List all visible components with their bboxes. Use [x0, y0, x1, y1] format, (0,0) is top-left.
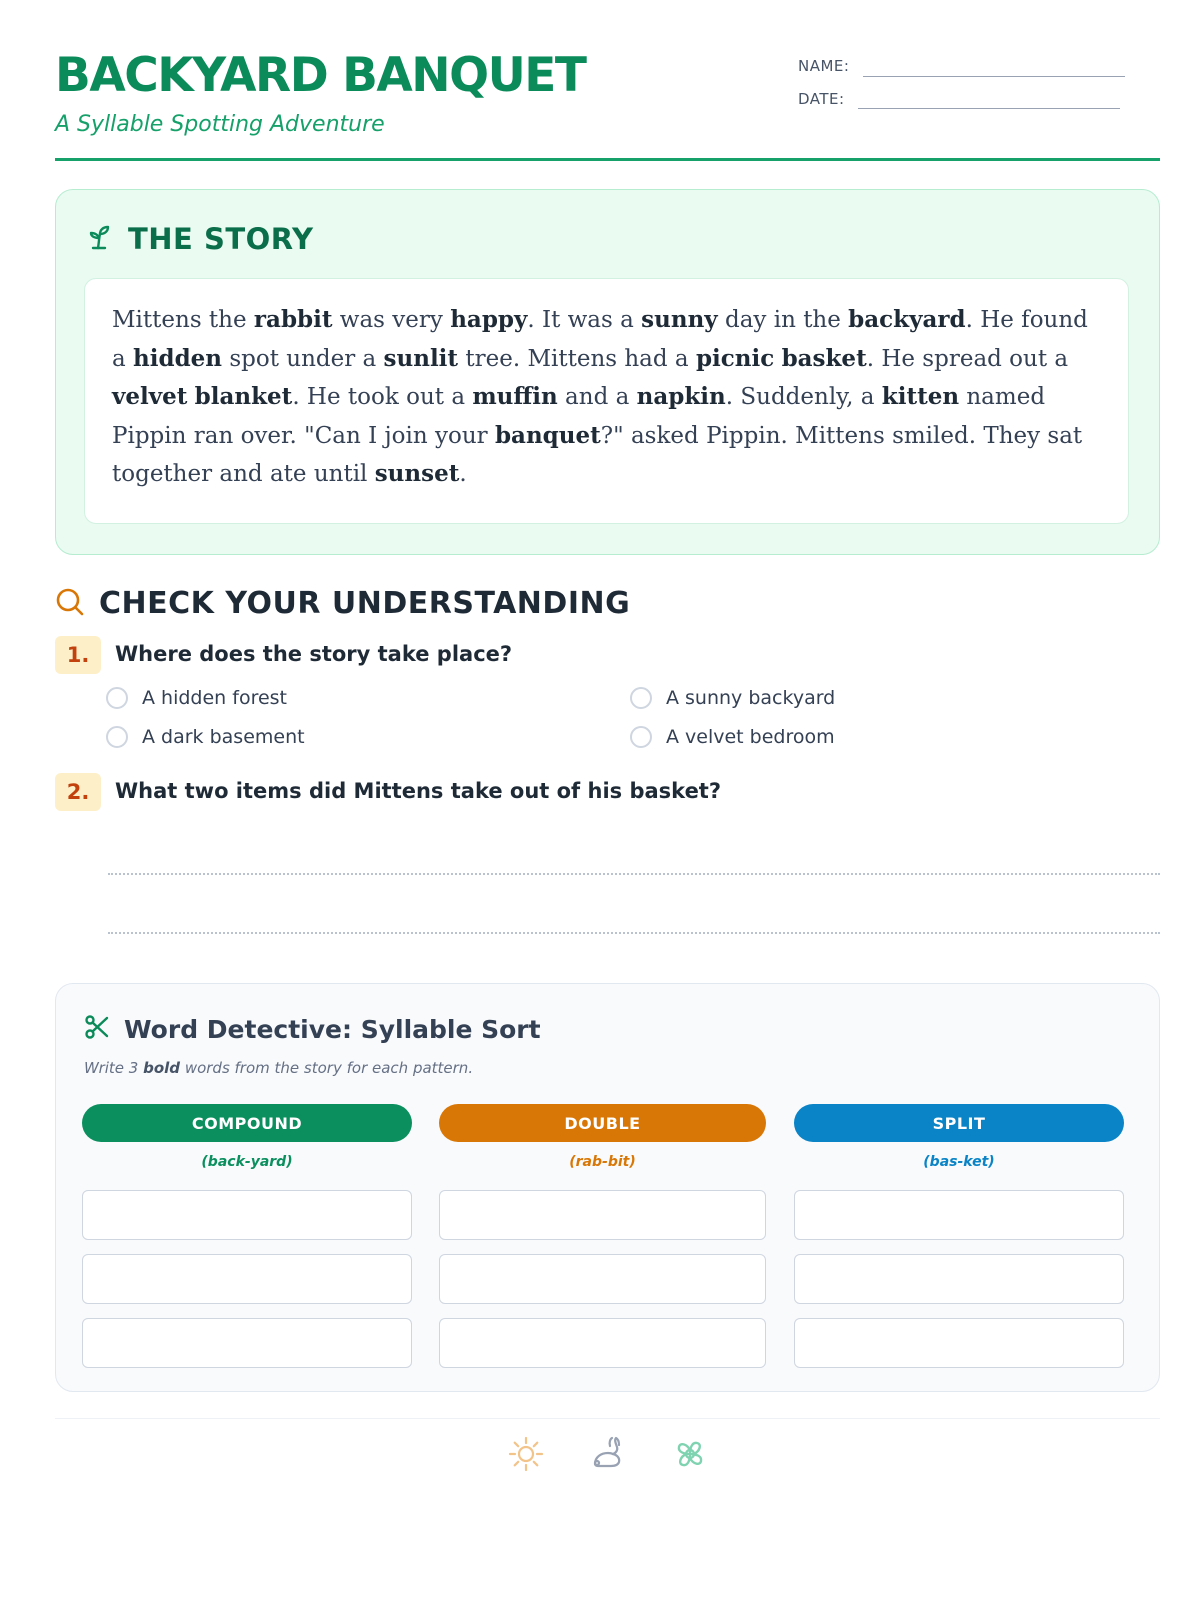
sun-icon [506, 1434, 546, 1478]
answer-line-2[interactable] [108, 932, 1160, 934]
search-icon [55, 587, 85, 621]
story-heading [86, 222, 314, 256]
word-detective-instruction: Write 3 bold words from the story for each pattern. [84, 1059, 474, 1077]
footer-divider [55, 1418, 1160, 1419]
radio-button[interactable] [106, 687, 128, 709]
column-split [794, 1104, 1124, 1368]
date-field-line[interactable] [858, 108, 1120, 109]
worksheet-title: BACKYARD BANQUET [55, 48, 586, 103]
footer-icons [55, 1434, 1160, 1478]
story-heading-label: THE STORY [128, 222, 314, 256]
answer-box[interactable] [439, 1254, 766, 1304]
flower-icon [670, 1434, 710, 1478]
split-pill: SPLIT [794, 1104, 1124, 1142]
q1-option-c[interactable] [106, 726, 305, 748]
sprout-icon [86, 223, 114, 255]
column-compound [82, 1104, 412, 1368]
name-label: NAME: [798, 57, 850, 75]
column-double [439, 1104, 766, 1368]
q1-option-b[interactable] [630, 687, 835, 709]
answer-box[interactable] [794, 1254, 1124, 1304]
header-divider [55, 158, 1160, 161]
word-detective-heading [84, 1014, 541, 1044]
question-1-number: 1. [55, 636, 101, 674]
check-heading [55, 586, 630, 621]
check-heading-label: CHECK YOUR UNDERSTANDING [99, 586, 631, 621]
radio-button[interactable] [106, 726, 128, 748]
compound-pill: COMPOUND [82, 1104, 412, 1142]
word-detective-title: Word Detective: Syllable Sort [124, 1014, 541, 1044]
split-example: (bas-ket) [923, 1154, 995, 1170]
radio-button[interactable] [630, 687, 652, 709]
compound-example: (back-yard) [201, 1154, 293, 1170]
question-2-text: What two items did Mittens take out of his basket? [115, 779, 722, 803]
answer-box[interactable] [82, 1318, 412, 1368]
answer-line-1[interactable] [108, 873, 1160, 875]
option-label: A hidden forest [142, 687, 287, 709]
answer-box[interactable] [82, 1254, 412, 1304]
question-1-text: Where does the story take place? [115, 642, 513, 666]
option-label: A dark basement [142, 726, 305, 748]
option-label: A sunny backyard [666, 687, 836, 709]
word-detective-panel [55, 983, 1160, 1392]
answer-box[interactable] [794, 1190, 1124, 1240]
story-card [84, 278, 1129, 524]
double-example: (rab-bit) [569, 1154, 636, 1170]
worksheet-subtitle: A Syllable Spotting Adventure [55, 112, 385, 137]
answer-box[interactable] [82, 1190, 412, 1240]
answer-box[interactable] [439, 1190, 766, 1240]
scissors-icon [84, 1014, 110, 1044]
rabbit-icon [588, 1434, 628, 1478]
story-panel [55, 189, 1160, 555]
name-field-line[interactable] [863, 76, 1125, 77]
date-label: DATE: [798, 90, 845, 108]
radio-button[interactable] [630, 726, 652, 748]
answer-box[interactable] [794, 1318, 1124, 1368]
answer-box[interactable] [439, 1318, 766, 1368]
q1-option-d[interactable] [630, 726, 835, 748]
question-2-number: 2. [55, 773, 101, 811]
story-text: Mittens the rabbit was very happy. It was a sunny day in the backyard. He found a hidden spot under a sunlit tree. Mittens had a picnic basket. He spread out a velvet blanket. He took out a muffin and a napkin. Suddenly, a kitten named Pippin ran over. "Can I join your banquet?" asked Pippin. Mittens smiled. They sat together and ate until sunset. [112, 306, 1088, 487]
q1-option-a[interactable] [106, 687, 287, 709]
double-pill: DOUBLE [439, 1104, 766, 1142]
option-label: A velvet bedroom [666, 726, 835, 748]
